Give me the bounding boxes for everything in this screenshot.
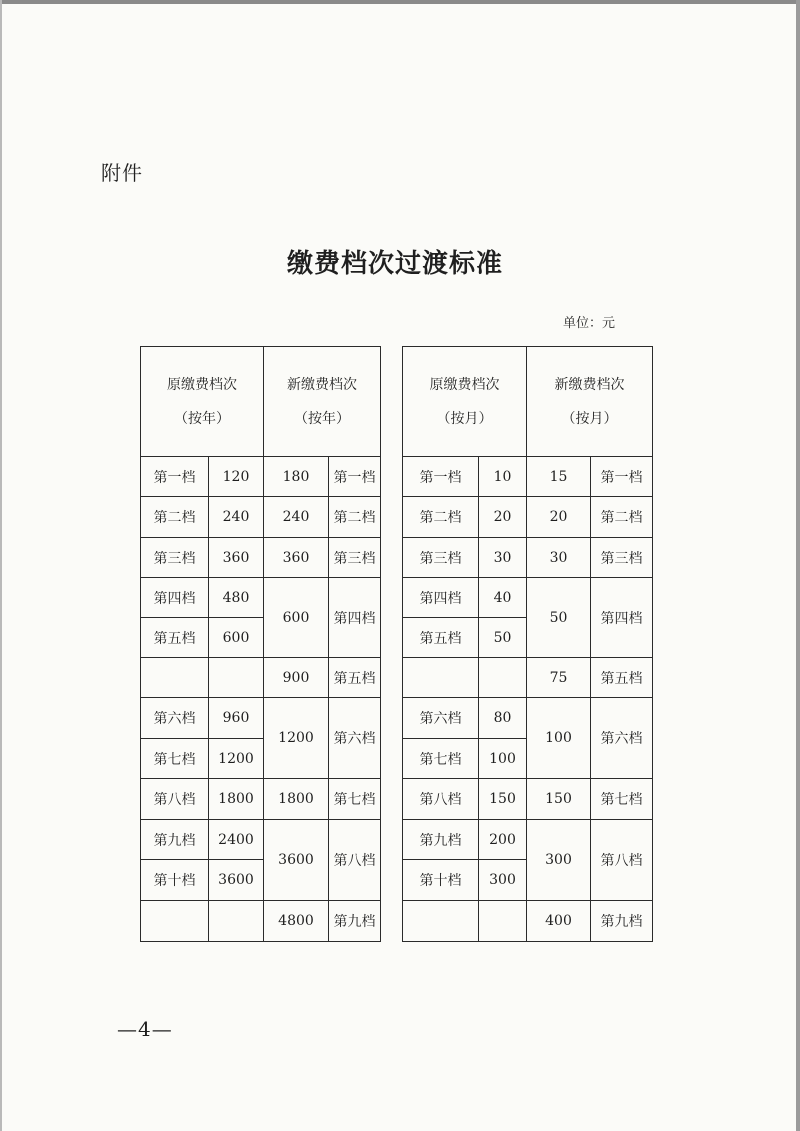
annual-old-tier-cell: 第十档 xyxy=(141,860,209,901)
monthly-new-amount-cell: 100 xyxy=(527,698,591,779)
annual-old-amount-cell: 480 xyxy=(209,578,264,618)
monthly-new-amount-cell: 30 xyxy=(527,538,591,578)
monthly-old-tier-cell: 第七档 xyxy=(403,739,479,779)
annual-new-amount-cell: 180 xyxy=(264,457,329,497)
annual-old-amount-cell xyxy=(209,901,264,942)
annual-new-tier-cell: 第四档 xyxy=(329,578,381,658)
annual-old-tier-cell: 第四档 xyxy=(141,578,209,618)
monthly-old-amount-cell: 300 xyxy=(479,860,527,901)
annual-new-amount-cell: 4800 xyxy=(264,901,329,942)
annual-new-amount-cell: 3600 xyxy=(264,820,329,901)
monthly-old-amount-cell: 80 xyxy=(479,698,527,739)
monthly-old-tier-cell: 第十档 xyxy=(403,860,479,901)
monthly-old-amount-cell: 50 xyxy=(479,618,527,658)
monthly-old-header-title: 原缴费档次 xyxy=(429,376,500,393)
annual-old-tier-cell: 第五档 xyxy=(141,618,209,658)
monthly-new-amount-cell: 400 xyxy=(527,901,591,942)
annual-new-amount-cell: 1200 xyxy=(264,698,329,779)
annual-old-tier-cell: 第一档 xyxy=(141,457,209,497)
monthly-new-tier-cell: 第三档 xyxy=(591,538,653,578)
monthly-tier-table xyxy=(402,346,653,942)
monthly-new-tier-cell: 第七档 xyxy=(591,779,653,820)
monthly-new-tier-cell: 第四档 xyxy=(591,578,653,658)
annual-old-header-unit: （按年） xyxy=(174,410,230,427)
annual-new-tier-cell: 第九档 xyxy=(329,901,381,942)
annual-old-amount-cell: 600 xyxy=(209,618,264,658)
annual-new-amount-cell: 900 xyxy=(264,658,329,698)
annual-old-tier-cell xyxy=(141,901,209,942)
annual-new-header-unit: （按年） xyxy=(294,410,350,427)
annual-new-tier-cell: 第八档 xyxy=(329,820,381,901)
page-title: 缴费档次过渡标准 xyxy=(286,249,503,279)
annual-old-tier-cell: 第二档 xyxy=(141,497,209,538)
monthly-old-amount-cell: 20 xyxy=(479,497,527,538)
annual-old-amount-cell: 960 xyxy=(209,698,264,739)
annual-new-header-title: 新缴费档次 xyxy=(287,376,357,393)
monthly-new-tier-cell: 第一档 xyxy=(591,457,653,497)
monthly-old-amount-cell: 200 xyxy=(479,820,527,860)
monthly-new-header-unit: （按月） xyxy=(561,410,618,427)
monthly-new-header xyxy=(527,347,653,457)
monthly-new-tier-cell: 第九档 xyxy=(591,901,653,942)
monthly-old-tier-cell: 第八档 xyxy=(403,779,479,820)
monthly-old-tier-cell: 第九档 xyxy=(403,820,479,860)
monthly-new-amount-cell: 20 xyxy=(527,497,591,538)
monthly-new-tier-cell: 第六档 xyxy=(591,698,653,779)
unit-label: 单位：元 xyxy=(563,316,616,331)
annual-tier-table xyxy=(140,346,381,942)
monthly-new-header-title: 新缴费档次 xyxy=(554,376,625,393)
annual-old-header xyxy=(141,347,264,457)
annual-old-amount-cell: 360 xyxy=(209,538,264,578)
scan-right-edge xyxy=(796,0,800,1131)
monthly-old-tier-cell: 第二档 xyxy=(403,497,479,538)
annual-new-amount-cell: 240 xyxy=(264,497,329,538)
monthly-old-header-unit: （按月） xyxy=(436,410,493,427)
monthly-old-amount-cell: 150 xyxy=(479,779,527,820)
monthly-old-amount-cell: 10 xyxy=(479,457,527,497)
annual-new-tier-cell: 第五档 xyxy=(329,658,381,698)
monthly-old-amount-cell: 30 xyxy=(479,538,527,578)
monthly-new-amount-cell: 75 xyxy=(527,658,591,698)
monthly-old-header xyxy=(403,347,527,457)
annual-old-amount-cell: 3600 xyxy=(209,860,264,901)
annual-new-tier-cell: 第三档 xyxy=(329,538,381,578)
annual-new-amount-cell: 600 xyxy=(264,578,329,658)
annual-old-tier-cell: 第九档 xyxy=(141,820,209,860)
monthly-old-tier-cell: 第三档 xyxy=(403,538,479,578)
annual-old-tier-cell: 第三档 xyxy=(141,538,209,578)
annual-new-tier-cell: 第七档 xyxy=(329,779,381,820)
annual-old-amount-cell xyxy=(209,658,264,698)
annual-old-header-title: 原缴费档次 xyxy=(167,376,237,393)
scan-left-edge xyxy=(0,0,2,1131)
annual-old-tier-cell: 第七档 xyxy=(141,739,209,779)
annual-new-tier-cell: 第二档 xyxy=(329,497,381,538)
monthly-old-tier-cell: 第一档 xyxy=(403,457,479,497)
page-number: —4— xyxy=(117,1017,173,1041)
monthly-new-tier-cell: 第八档 xyxy=(591,820,653,901)
annual-new-amount-cell: 360 xyxy=(264,538,329,578)
monthly-new-amount-cell: 50 xyxy=(527,578,591,658)
monthly-old-amount-cell xyxy=(479,901,527,942)
monthly-new-amount-cell: 15 xyxy=(527,457,591,497)
scan-top-edge xyxy=(0,0,800,4)
annual-new-tier-cell: 第一档 xyxy=(329,457,381,497)
annual-old-tier-cell xyxy=(141,658,209,698)
monthly-new-amount-cell: 300 xyxy=(527,820,591,901)
monthly-new-tier-cell: 第二档 xyxy=(591,497,653,538)
attachment-label: 附件 xyxy=(101,161,143,185)
monthly-old-amount-cell: 100 xyxy=(479,739,527,779)
annual-old-amount-cell: 1200 xyxy=(209,739,264,779)
monthly-old-tier-cell xyxy=(403,658,479,698)
monthly-old-amount-cell xyxy=(479,658,527,698)
monthly-old-amount-cell: 40 xyxy=(479,578,527,618)
annual-old-amount-cell: 2400 xyxy=(209,820,264,860)
annual-old-amount-cell: 240 xyxy=(209,497,264,538)
monthly-new-amount-cell: 150 xyxy=(527,779,591,820)
monthly-old-tier-cell: 第五档 xyxy=(403,618,479,658)
monthly-new-tier-cell: 第五档 xyxy=(591,658,653,698)
monthly-old-tier-cell: 第六档 xyxy=(403,698,479,739)
annual-new-tier-cell: 第六档 xyxy=(329,698,381,779)
monthly-old-tier-cell: 第四档 xyxy=(403,578,479,618)
annual-old-tier-cell: 第六档 xyxy=(141,698,209,739)
annual-old-amount-cell: 120 xyxy=(209,457,264,497)
annual-new-amount-cell: 1800 xyxy=(264,779,329,820)
annual-old-tier-cell: 第八档 xyxy=(141,779,209,820)
monthly-old-tier-cell xyxy=(403,901,479,942)
annual-new-header xyxy=(264,347,381,457)
annual-old-amount-cell: 1800 xyxy=(209,779,264,820)
